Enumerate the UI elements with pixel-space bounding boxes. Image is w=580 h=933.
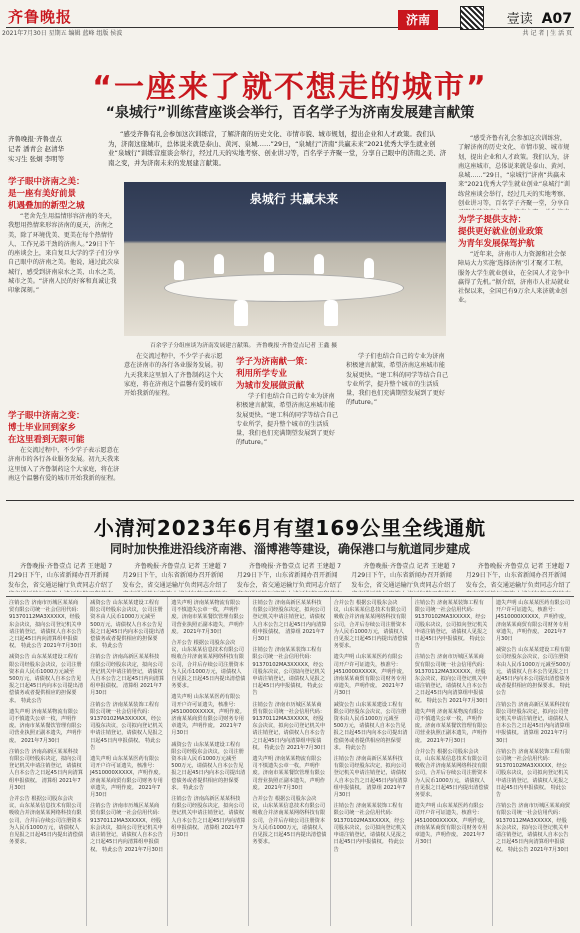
photo-banner: 泉城行 共赢未来 — [249, 192, 339, 206]
ad-item: 注销公告 济南某某装饰工程有限公司统一社会信用代码：91370102MA3XXXXX，经公司股东决议，公司拟向登记机关申请注销登记，请债权人见报之日起45日内申报债权。 特此公告 — [252, 647, 326, 697]
ad-item: 注销公告 济南市历城区某某商贸有限公司统一社会信用代码：91370112MA3XXXXX，经股东会决议，拟向公司登记机关申请注销登记，请债权人自本公告之日起45日内向清算组申报债权。 特此公告 2021年7月30日 — [495, 803, 571, 853]
ad-item: 注销公告 济南高新区某某科技有限公司经股东决定，拟向公司登记机关申请注销登记，请债权人自本公告之日起45日内向清算组申报债权。 清算组 2021年7月30日 — [9, 748, 84, 791]
ad-item: 减资公告 山东某某建设工程有限公司经股东会决议，公司注册资本由人民币1000万元减至500万元，请债权人自本公告见报之日起45日内向本公司提出清偿债务或者提供相应的担保要求。 特此公告 — [9, 654, 84, 704]
section-text: “近年来，济南市人力资源和社会保障局大力实施‘选择济南’引才聚才工程，服务大学生就业创业，在全国人才竞争中赢得了先机。”据介绍，济南市人社局就业社保以来，全国已有9万余人来济就业创业。 — [458, 251, 570, 305]
ad-column — [87, 597, 168, 926]
story1-byline: 齐鲁晚报·齐鲁壹点 记者 潘青会 赵清华 实习生 张炯 李明等 — [8, 135, 65, 163]
ad-item: 减资公告 山东某某建设工程有限公司经股东会决议，公司注册资本由人民币1000万元减至500万元，请债权人自本公告见报之日起45日内向本公司提出清偿债务或者提供相应的担保要求。 特此公告 — [333, 701, 408, 751]
masthead — [6, 4, 574, 28]
ad-item: 注销公告 济南高新区某某科技有限公司经股东决定，拟向公司登记机关申请注销登记，请债权人自本公告之日起45日内向清算组申报债权。 清算组 2021年7月30日 — [90, 654, 165, 697]
editor-line: 共 记 者 | 生 活 页 — [522, 30, 572, 37]
ad-item: 合并公告 根据公司股东会决议，山东某某信息技术有限公司吸收合并济南某某网络科技有限公司，合并后存续公司注册资本为人民币1000万元，请债权人自见报之日起45日内提出清偿债务要求。 — [414, 748, 489, 799]
ad-item: 注销公告 济南市历城区某某商贸有限公司统一社会信用代码：91370112MA3XXXXX，经股东会决议，拟向公司登记机关申请注销登记，请债权人自本公告之日起45日内向清算组申报债权。 特此公告 2021年7月30日 — [414, 654, 488, 704]
ad-item: 遗失声明 济南某某物流有限公司不慎遗失公章一枚，声明作废。济南市某某餐饮管理有限公司营业执照正副本遗失，声明作废。 2021年7月30日 — [414, 708, 488, 744]
story2-subhead: 同时加快推进沿线济南港、淄博港等建设，确保港口与航道同步建成 — [109, 542, 470, 556]
ad-item: 合并公告 根据公司股东会决议，山东某某信息技术有限公司吸收合并济南某某网络科技有限公司，合并后存续公司注册资本为人民币1000万元，请债权人自见报之日起45日内提出清偿债务要求。 — [171, 640, 246, 690]
story1-section-4 — [458, 214, 572, 486]
ad-item: 减资公告 山东某某建设工程有限公司经股东会决议，公司注册资本由人民币1000万元减至500万元，请债权人自本公告见报之日起45日内向本公司提出清偿债务或者提供相应的担保要求。 特此公告 — [90, 600, 165, 650]
ad-column — [412, 597, 493, 926]
story1-col4-text — [346, 352, 450, 480]
story1-section-3 — [236, 356, 340, 488]
section-tag: 济南 — [398, 10, 438, 30]
story2-text: 齐鲁晚报·齐鲁壹点 记者 王建超 7月29日下午，山东省新闻办召开新闻发布会，省交通运输厅负责同志介绍了 — [122, 563, 228, 589]
section-title: 学子眼中济南之美： 是一座有美好前景 机遇叠加的新型之城 — [8, 177, 85, 211]
ad-item: 减资公告 山东某某建设工程有限公司经股东会决议，公司注册资本由人民币1000万元减至500万元，请债权人自本公告见报之日起45日内向本公司提出清偿债务或者提供相应的担保要求。 特此公告 — [495, 647, 571, 697]
story1-section-1 — [8, 176, 120, 432]
meeting-photo — [124, 182, 446, 336]
ad-item: 注销公告 济南高新区某某科技有限公司经股东决定，拟向公司登记机关申请注销登记，请债权人自本公告之日起45日内向清算组申报债权。 清算组 2021年7月30日 — [252, 600, 327, 643]
section-divider — [6, 500, 574, 501]
story1-lead: “感受齐鲁有礼会参加这次训练营，了解济南的历史文化、市情市貌、城市规划，提出企业和人才政策。我们认为，济南这座城市，总体说来就是泰山、黄河、泉城……”29日，“泉城行”济南“共赢未来”2021优秀大学生就业创业“泉城行”训练营座谈会举行，经过几天的实地考察、创业讲习等，百名学子齐聚一堂，分享自己眼中的济南之美、济南之变，并为济南未来的发展建言献策。 — [108, 130, 447, 167]
ad-item: 遗失声明 济南某某物流有限公司不慎遗失公章一枚，声明作废。济南市某某餐饮管理有限公司营业执照正副本遗失，声明作废。 2021年7月30日 — [252, 756, 326, 791]
story2-text: 齐鲁晚报·齐鲁壹点 记者 王建超 7月29日下午，山东省新闻办召开新闻发布会，省交通运输厅负责同志介绍了 — [351, 563, 457, 589]
section-text: “老舍先生用温情形容济南的冬天，我想用热情来形容济南的夏天，济南之美，除了环境优美、更美在每个热情待人、工作兄弟干劲的济南人。”29日下午的座谈会上，来自复旦大学的学子们分享自己眼中的济南之美。他说，通过此次泉城行，感受到济南泉水之美、山水之美，城市之美。“济南人民的好客和真诚让我印象深刻。” — [8, 213, 120, 295]
person-figure — [314, 254, 324, 274]
ad-column — [6, 597, 87, 926]
section-title: 为学子提供支持： 提供更好就业创业政策 为青年发展保驾护航 — [458, 215, 544, 249]
ad-item: 注销公告 济南市历城区某某商贸有限公司统一社会信用代码：91370112MA3XXXXX，经股东会决议，拟向公司登记机关申请注销登记，请债权人自本公告之日起45日内向清算组申报债权。 特此公告 2021年7月30日 — [90, 803, 164, 853]
ad-item: 合并公告 根据公司股东会决议，山东某某信息技术有限公司吸收合并济南某某网络科技有限公司，合并后存续公司注册资本为人民币1000万元，请债权人自见报之日起45日内提出清偿债务要求。 — [9, 796, 84, 846]
section-title: 学子为济南献一策： 利用所学专业 为城市发展做贡献 — [236, 357, 313, 391]
story1-section-2 — [8, 410, 120, 502]
page-number: A07 — [541, 11, 572, 27]
ad-column — [249, 597, 330, 926]
ad-column — [331, 597, 412, 926]
section-text: 在交流过程中，不少学子表示愿意在济南市的各行各业服务发展。初九天我来这里加入了齐鲁制药这个大家庭，将在济南这个温馨有爱的城市开始我新的征程。 — [8, 447, 120, 482]
dateline: 2021年7月30日 星期五 编辑 蓝峰 组版 侯波 — [2, 30, 123, 37]
page-label: 壹读 — [506, 12, 533, 27]
person-figure — [264, 252, 274, 272]
ad-item: 注销公告 济南高新区某某科技有限公司经股东决定，拟向公司登记机关申请注销登记，请债权人自本公告之日起45日内向清算组申报债权。 清算组 2021年7月30日 — [333, 756, 408, 799]
ad-item: 注销公告 济南市历城区某某商贸有限公司统一社会信用代码：91370112MA3XXXXX，经股东会决议，拟向公司登记机关申请注销登记，请债权人自本公告之日起45日内向清算组申报债权。 特此公告 2021年7月30日 — [252, 701, 326, 751]
ad-item: 注销公告 济南某某装饰工程有限公司统一社会信用代码：91370102MA3XXXXX，经公司股东决议，公司拟向登记机关申请注销登记，请债权人见报之日起45日内申报债权。 特此公告 — [90, 701, 163, 751]
story1-headline: “一座来了就不想走的城市” — [92, 70, 488, 105]
ad-item: 遗失声明 山东某某医药有限公司开户许可证遗失，核准号：J4510000XXXXX，声明作废。济南某某商贸有限公司财务专用章遗失，声明作废。 2021年7月30日 — [90, 756, 164, 799]
ad-item: 注销公告 济南某某装饰工程有限公司统一社会信用代码：91370102MA3XXXXX，经公司股东决议，公司拟向登记机关申请注销登记，请债权人见报之日起45日内申报债权。 特此公告 — [333, 803, 407, 853]
ad-item: 遗失声明 山东某某医药有限公司开户许可证遗失，核准号：J4510000XXXXX，声明作废。济南某某商贸有限公司财务专用章遗失，声明作废。 2021年7月30日 — [495, 600, 571, 643]
ad-item: 注销公告 济南市历城区某某商贸有限公司统一社会信用代码：91370112MA3XXXXX，经股东会决议，拟向公司登记机关申请注销登记，请债权人自本公告之日起45日内向清算组申报债权。 特此公告 2021年7月30日 — [9, 600, 83, 650]
qr-code-icon — [460, 6, 484, 30]
ad-item: 注销公告 济南高新区某某科技有限公司经股东决定，拟向公司登记机关申请注销登记，请债权人自本公告之日起45日内向清算组申报债权。 清算组 2021年7月30日 — [171, 796, 246, 839]
section-text: 学子们也结合自己的专业为济南积极建言献策，希望济南这座城市能发展更快。“建工科的同学等结合自己专业所学，提升整个城市的生活质量，我们也们充满期望发展到了更好的future。” — [346, 353, 449, 407]
story2-text: 齐鲁晚报·齐鲁壹点 记者 王建超 7月29日下午，山东省新闻办召开新闻发布会，省交通运输厅负责同志介绍了 — [236, 563, 342, 589]
story2-body — [8, 562, 572, 592]
story2-headline: 小清河2023年6月有望169公里全线通航 — [93, 516, 487, 540]
classified-ads — [6, 596, 574, 926]
story1-right-text — [458, 134, 572, 210]
person-figure — [324, 300, 338, 326]
person-figure — [234, 300, 248, 326]
conference-table — [164, 274, 404, 302]
newspaper-logo: 齐鲁晚报 — [8, 8, 73, 26]
ad-item: 注销公告 济南某某装饰工程有限公司统一社会信用代码：91370102MA3XXXXX，经公司股东决议，公司拟向登记机关申请注销登记，请债权人见报之日起45日内申报债权。 特此公告 — [495, 748, 571, 799]
person-figure — [174, 260, 184, 280]
story1-middle-text — [124, 352, 228, 472]
ad-column — [168, 597, 249, 926]
page-info — [507, 8, 572, 27]
story2-text: 齐鲁晚报·齐鲁壹点 记者 王建超 7月29日下午，山东省新闻办召开新闻发布会，省交通运输厅负责同志介绍了 — [465, 563, 571, 589]
ad-item: 合并公告 根据公司股东会决议，山东某某信息技术有限公司吸收合并济南某某网络科技有限公司，合并后存续公司注册资本为人民币1000万元，请债权人自见报之日起45日内提出清偿债务要求。 — [252, 796, 327, 846]
story2-text: 齐鲁晚报·齐鲁壹点 记者 王建超 7月29日下午，山东省新闻办召开新闻发布会，省交通运输厅负责同志介绍了 — [8, 563, 114, 589]
ad-item: 合并公告 根据公司股东会决议，山东某某信息技术有限公司吸收合并济南某某网络科技有限公司，合并后存续公司注册资本为人民币1000万元，请债权人自见报之日起45日内提出清偿债务要求。 — [333, 600, 408, 650]
section-text: 在交流过程中，不少学子表示愿意在济南市的各行各业服务发展。初九天我来这里加入了齐鲁制药这个大家庭，将在济南这个温馨有爱的城市开始我新的征程。 — [124, 353, 223, 398]
ad-item: 注销公告 济南高新区某某科技有限公司经股东决定，拟向公司登记机关申请注销登记，请债权人自本公告之日起45日内向清算组申报债权。 清算组 2021年7月30日 — [495, 701, 571, 744]
section-title: 学子眼中济南之变： 博士毕业回到家乡 在这里看到无限可能 — [8, 411, 85, 445]
photo-caption: 百余学子分组座谈为济南发展建言献策。 齐鲁晚报·齐鲁壹点记者 王鑫 摄 — [150, 343, 338, 349]
ad-item: 遗失声明 山东某某医药有限公司开户许可证遗失，核准号：J4510000XXXXX，声明作废。济南某某商贸有限公司财务专用章遗失，声明作废。 2021年7月30日 — [171, 694, 245, 737]
ad-item: 减资公告 山东某某建设工程有限公司经股东会决议，公司注册资本由人民币1000万元减至500万元，请债权人自本公告见报之日起45日内向本公司提出清偿债务或者提供相应的担保要求。 特此公告 — [171, 741, 246, 791]
section-text: 学子们也结合自己的专业为济南积极建言献策，希望济南这座城市能发展更快。“建工科的同学等结合自己专业所学，提升整个城市的生活质量，我们也们充满期望发展到了更好的future。” — [236, 393, 339, 447]
ad-item: 注销公告 济南某某装饰工程有限公司统一社会信用代码：91370102MA3XXXXX，经公司股东决议，公司拟向登记机关申请注销登记，请债权人见报之日起45日内申报债权。 特此公告 — [414, 600, 488, 650]
ad-item: 遗失声明 济南某某物流有限公司不慎遗失公章一枚，声明作废。济南市某某餐饮管理有限公司营业执照正副本遗失，声明作废。 2021年7月30日 — [171, 600, 244, 635]
section-text: “感受齐鲁有礼会参加这次训练营，了解济南的历史文化、市情市貌、城市规划，提出企业和人才政策。我们认为，济南这座城市，总体说来就是泰山、黄河、泉城……”29日，“泉城行”济南“共赢未来”2021优秀大学生就业创业“泉城行”训练营座谈会举行，经过几天的实地考察、创业讲习等，百名学子齐聚一堂，分享自 — [458, 135, 570, 208]
ad-item: 遗失声明 济南某某物流有限公司不慎遗失公章一枚，声明作废。济南市某某餐饮管理有限公司营业执照正副本遗失，声明作废。 2021年7月30日 — [9, 708, 82, 744]
ad-item: 遗失声明 山东某某医药有限公司开户许可证遗失，核准号：J4510000XXXXX，声明作废。济南某某商贸有限公司财务专用章遗失，声明作废。 2021年7月30日 — [414, 803, 489, 846]
ad-item: 遗失声明 山东某某医药有限公司开户许可证遗失，核准号：J4510000XXXXX，声明作废。济南某某商贸有限公司财务专用章遗失，声明作废。 2021年7月30日 — [333, 654, 408, 697]
story1-subhead: “泉城行”训练营座谈会举行，百名学子为济南发展建言献策 — [105, 105, 475, 121]
person-figure — [364, 258, 374, 278]
ad-column — [493, 597, 574, 926]
person-figure — [214, 254, 224, 274]
